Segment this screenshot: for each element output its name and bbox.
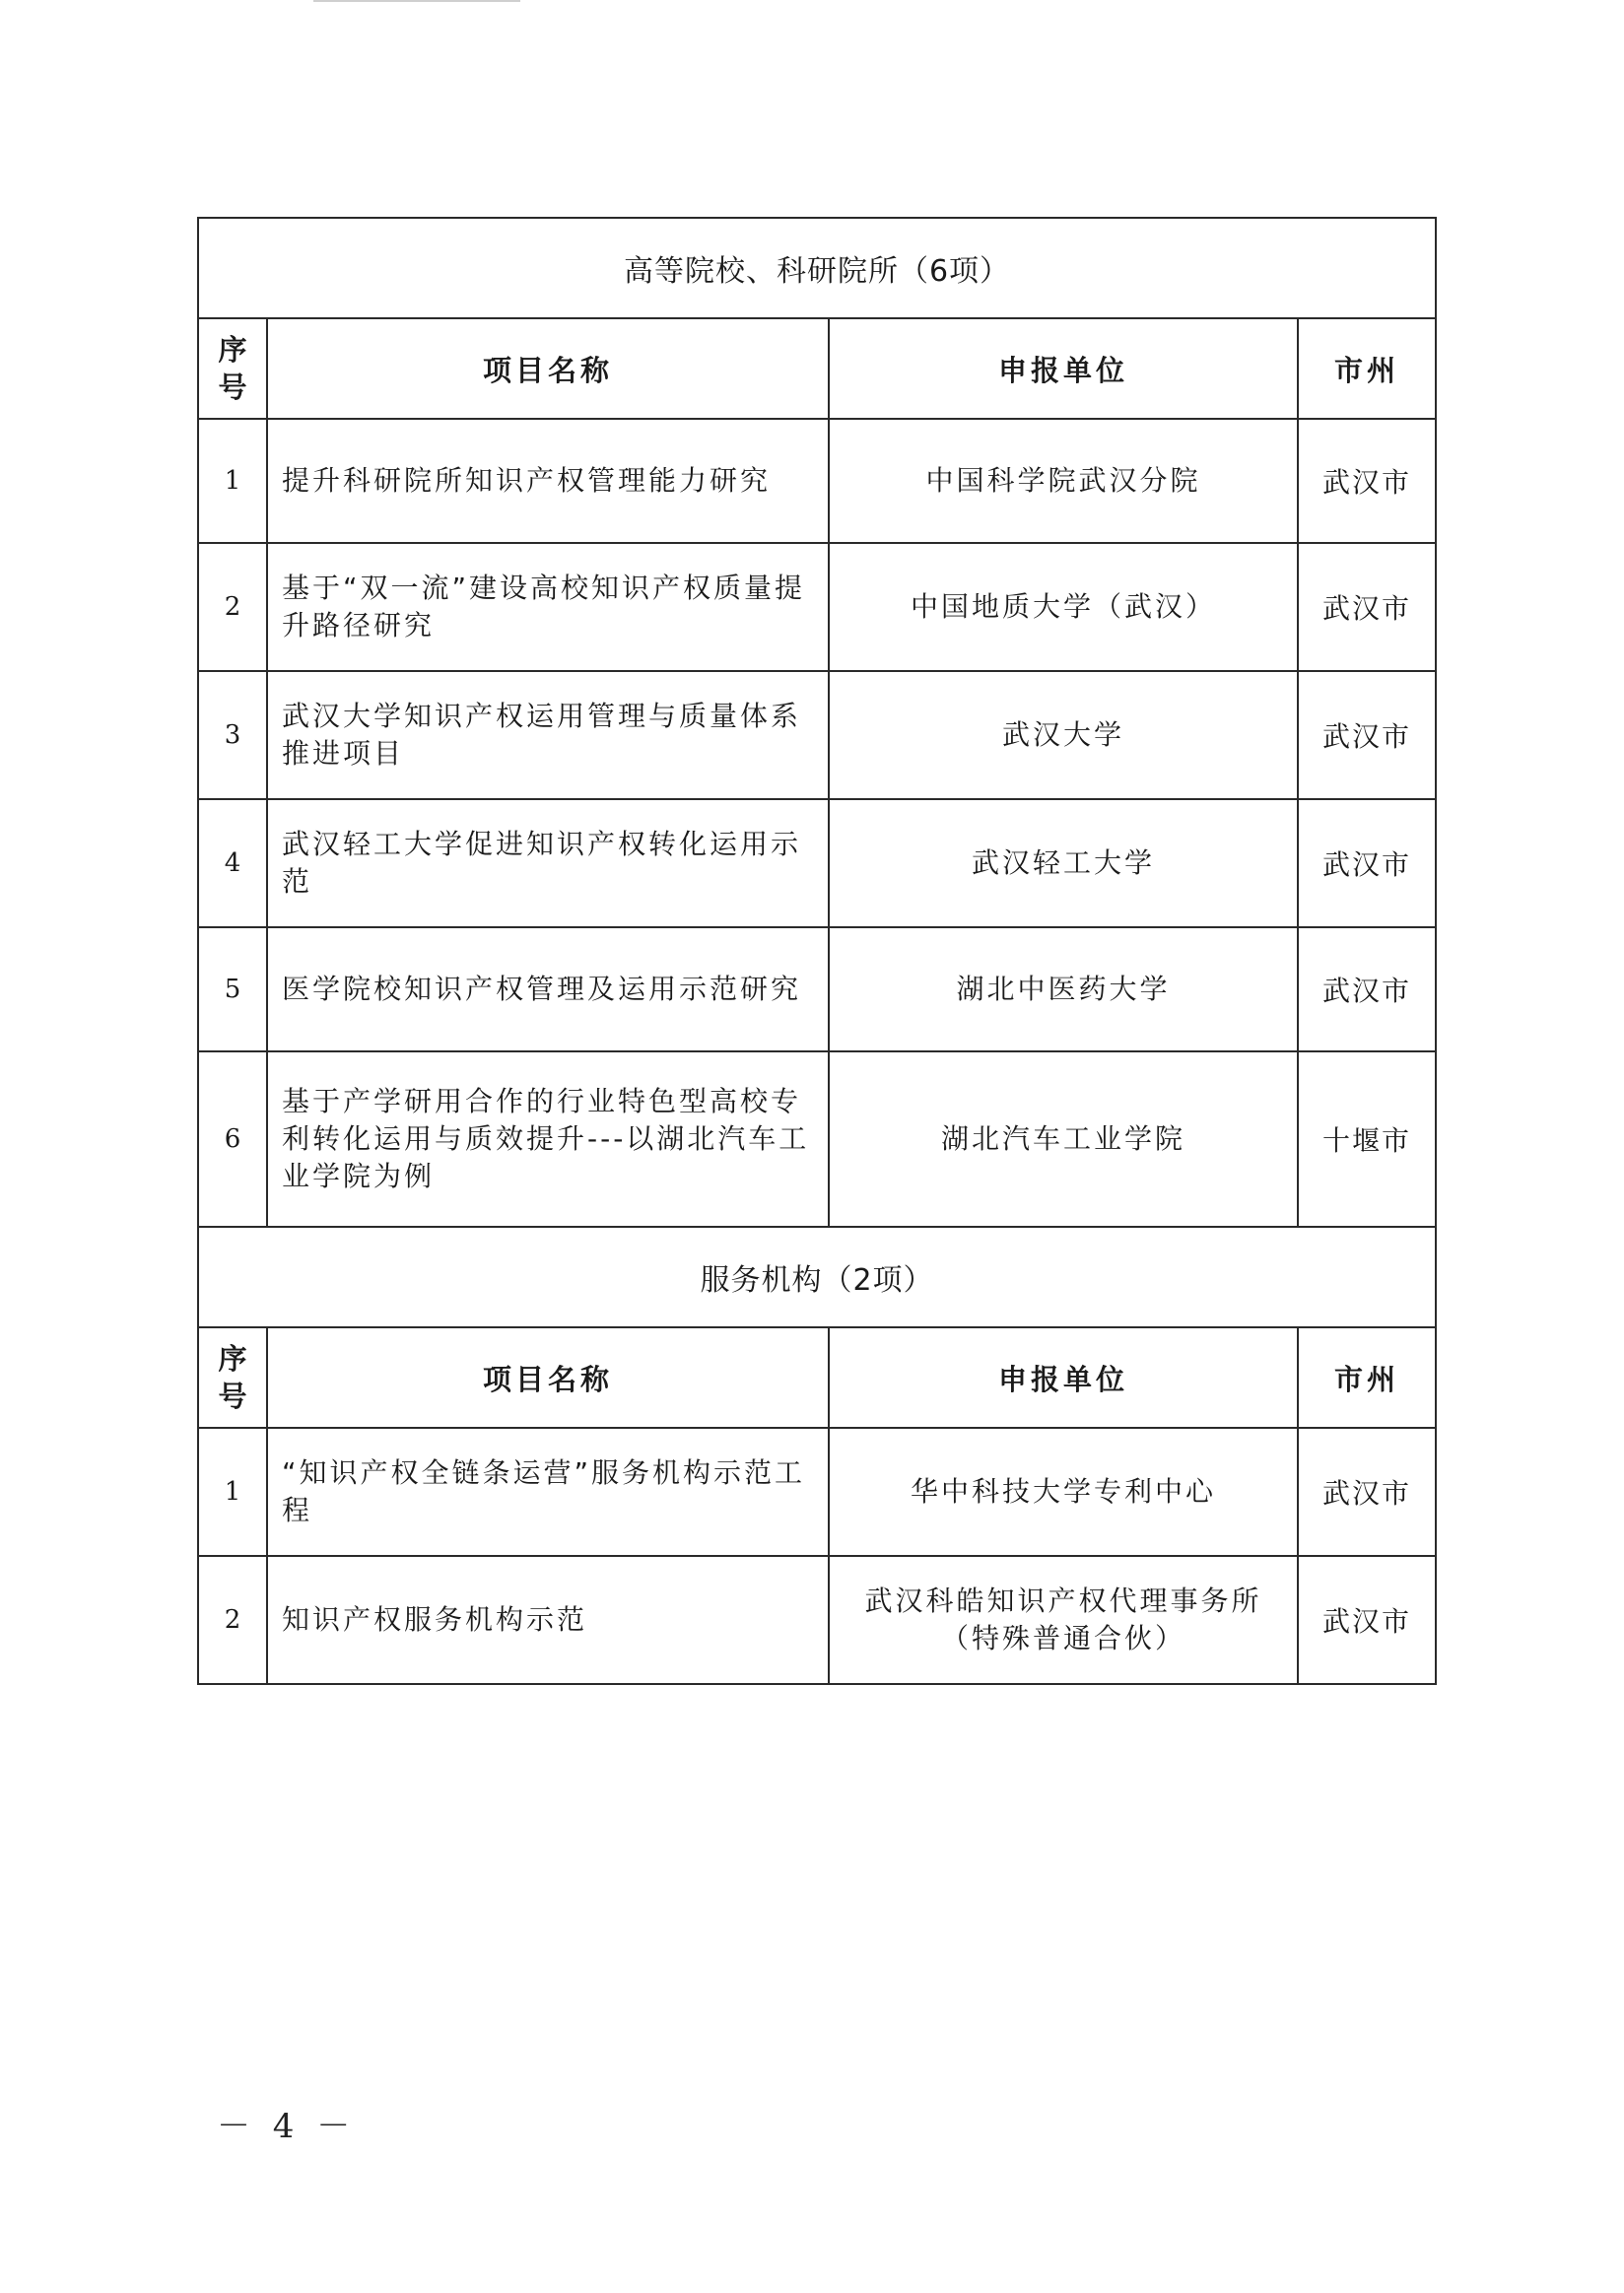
header-row <box>198 1327 1436 1428</box>
row-applicant-unit: 中国科学院武汉分院 <box>829 419 1298 543</box>
table-row <box>198 1051 1436 1227</box>
row-city: 武汉市 <box>1298 1556 1436 1684</box>
row-city: 武汉市 <box>1298 1428 1436 1556</box>
header-applicant-unit: 申报单位 <box>829 1327 1298 1428</box>
table-row <box>198 1556 1436 1684</box>
row-city: 武汉市 <box>1298 799 1436 927</box>
row-project-name: 提升科研院所知识产权管理能力研究 <box>267 419 829 543</box>
header-applicant-unit: 申报单位 <box>829 318 1298 419</box>
row-number: 5 <box>198 927 267 1051</box>
header-row <box>198 318 1436 419</box>
row-number: 2 <box>198 543 267 671</box>
section-title: 服务机构（2项） <box>198 1227 1436 1327</box>
row-applicant-unit: 武汉轻工大学 <box>829 799 1298 927</box>
table-row <box>198 419 1436 543</box>
row-number: 3 <box>198 671 267 799</box>
section-title-row <box>198 1227 1436 1327</box>
row-project-name: 基于“双一流”建设高校知识产权质量提升路径研究 <box>267 543 829 671</box>
row-applicant-unit: 华中科技大学专利中心 <box>829 1428 1298 1556</box>
row-project-name: 医学院校知识产权管理及运用示范研究 <box>267 927 829 1051</box>
row-number: 2 <box>198 1556 267 1684</box>
row-city: 武汉市 <box>1298 927 1436 1051</box>
row-applicant-unit: 中国地质大学（武汉） <box>829 543 1298 671</box>
page-number: － 4 － <box>217 2107 357 2146</box>
table-row <box>198 799 1436 927</box>
row-applicant-unit: 武汉大学 <box>829 671 1298 799</box>
row-number: 1 <box>198 1428 267 1556</box>
table-row <box>198 543 1436 671</box>
section-title: 高等院校、科研院所（6项） <box>198 218 1436 318</box>
row-number: 6 <box>198 1051 267 1227</box>
row-city: 十堰市 <box>1298 1051 1436 1227</box>
row-applicant-unit: 武汉科皓知识产权代理事务所（特殊普通合伙） <box>829 1556 1298 1684</box>
row-project-name: 武汉大学知识产权运用管理与质量体系推进项目 <box>267 671 829 799</box>
project-list-table <box>197 217 1435 1685</box>
project-table <box>197 217 1437 1685</box>
row-number: 4 <box>198 799 267 927</box>
row-project-name: “知识产权全链条运营”服务机构示范工程 <box>267 1428 829 1556</box>
row-city: 武汉市 <box>1298 543 1436 671</box>
row-city: 武汉市 <box>1298 671 1436 799</box>
row-project-name: 武汉轻工大学促进知识产权转化运用示范 <box>267 799 829 927</box>
table-row <box>198 671 1436 799</box>
header-project-name: 项目名称 <box>267 1327 829 1428</box>
section-title-row <box>198 218 1436 318</box>
table-row <box>198 1428 1436 1556</box>
row-project-name: 知识产权服务机构示范 <box>267 1556 829 1684</box>
row-number: 1 <box>198 419 267 543</box>
row-project-name: 基于产学研用合作的行业特色型高校专利转化运用与质效提升---以湖北汽车工业学院为例 <box>267 1051 829 1227</box>
header-serial-char-2: 号 <box>218 371 247 404</box>
row-city: 武汉市 <box>1298 419 1436 543</box>
row-applicant-unit: 湖北中医药大学 <box>829 927 1298 1051</box>
page-top-edge-mark <box>313 0 520 2</box>
header-serial-number <box>198 1327 267 1428</box>
header-serial-char-1: 序 <box>218 1342 247 1376</box>
header-city: 市州 <box>1298 1327 1436 1428</box>
table-row <box>198 927 1436 1051</box>
header-serial-number <box>198 318 267 419</box>
header-serial-char-2: 号 <box>218 1380 247 1413</box>
header-serial-char-1: 序 <box>218 333 247 367</box>
header-project-name: 项目名称 <box>267 318 829 419</box>
header-city: 市州 <box>1298 318 1436 419</box>
row-applicant-unit: 湖北汽车工业学院 <box>829 1051 1298 1227</box>
